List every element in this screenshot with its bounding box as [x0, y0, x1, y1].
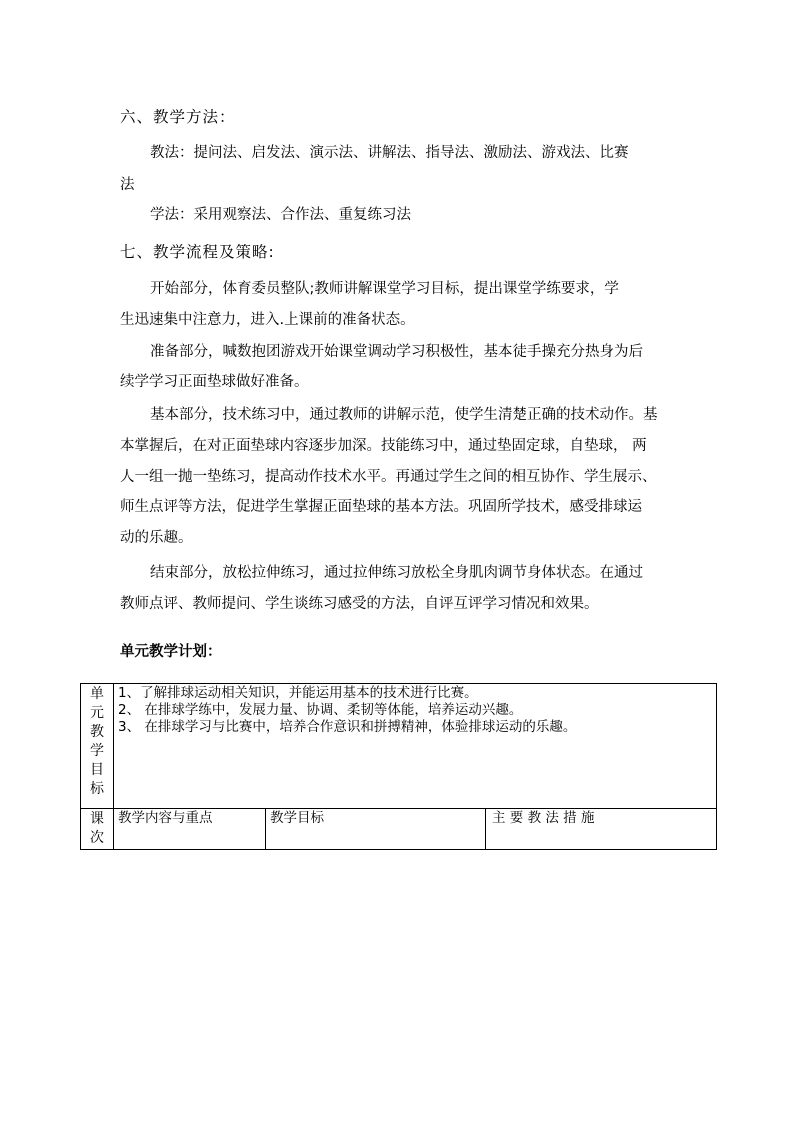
goals-cell: [114, 684, 717, 809]
goal-item: 1、了解排球运动相关知识，并能运用基本的技术进行比赛。: [118, 685, 478, 701]
p3-line1: 基本部分，技术练习中，通过教师的讲解示范，使学生清楚正确的技术动作。基: [150, 407, 658, 423]
lesson-label-char: 次: [90, 830, 104, 846]
p2-line1: 准备部分，喊数抱团游戏开始课堂调动学习积极性，基本徒手操充分热身为后: [150, 344, 643, 360]
goal-label-char: 学: [90, 743, 104, 759]
unit-plan-table: [80, 683, 717, 850]
p4-line2: 教师点评、教师提问、学生谈练习感受的方法，自评互评学习情况和效果。: [120, 596, 599, 612]
lesson-header-row: [81, 809, 717, 850]
content-header: 教学内容与重点: [114, 809, 266, 850]
p1-line2: 生迅速集中注意力，进入.上课前的准备状态。: [120, 312, 415, 328]
p2-line2: 续学学习正面垫球做好准备。: [120, 374, 309, 390]
goal-item: 3、 在排球学习与比赛中，培养合作意识和拼搏精神，体验排球运动的乐趣。: [118, 719, 577, 735]
method-header: 主 要 教 法 措 施: [486, 809, 717, 850]
p3-line5: 动的乐趣。: [120, 530, 193, 546]
section7-heading: 七、教学流程及策略:: [120, 243, 275, 261]
lesson-label-cell: [81, 809, 114, 850]
unit-plan-title: 单元教学计划：: [120, 644, 222, 660]
goal-label-char: 元: [90, 705, 104, 721]
goals-row: [81, 684, 717, 809]
p3-line3: 人一组一抛一垫练习，提高动作技术水平。再通过学生之间的相互协作、学生展示、: [120, 469, 657, 485]
section6-heading: 六、教学方法：: [120, 108, 236, 126]
goal-label-char: 教: [90, 724, 104, 740]
p3-line2: 本掌握后，在对正面垫球内容逐步加深。技能练习中，通过垫固定球，自垫球， 两: [120, 438, 647, 454]
p3-line4: 师生点评等方法，促进学生掌握正面垫球的基本方法。巩固所学技术，感受排球运: [120, 499, 642, 515]
lesson-label-char: 课: [90, 811, 104, 827]
goal-label-char: 单: [90, 686, 104, 702]
goal-item: 2、 在排球学练中，发展力量、协调、柔韧等体能，培养运动兴趣。: [118, 702, 523, 718]
goal-label-cell: [81, 684, 114, 809]
teaching-methods-line1: 教法：提问法、启发法、演示法、讲解法、指导法、激励法、游戏法、比赛: [150, 145, 629, 161]
p4-line1: 结束部分，放松拉伸练习，通过拉伸练习放松全身肌肉调节身体状态。在通过: [150, 565, 643, 581]
goal-header: 教学目标: [266, 809, 486, 850]
goal-label-char: 标: [90, 781, 104, 797]
teaching-methods-line2: 法: [120, 177, 135, 193]
p1-line1: 开始部分，体育委员整队;教师讲解课堂学习目标，提出课堂学练要求，学: [150, 281, 619, 297]
learning-methods: 学法：采用观察法、合作法、重复练习法: [150, 207, 411, 223]
goal-label-char: 目: [90, 762, 104, 778]
